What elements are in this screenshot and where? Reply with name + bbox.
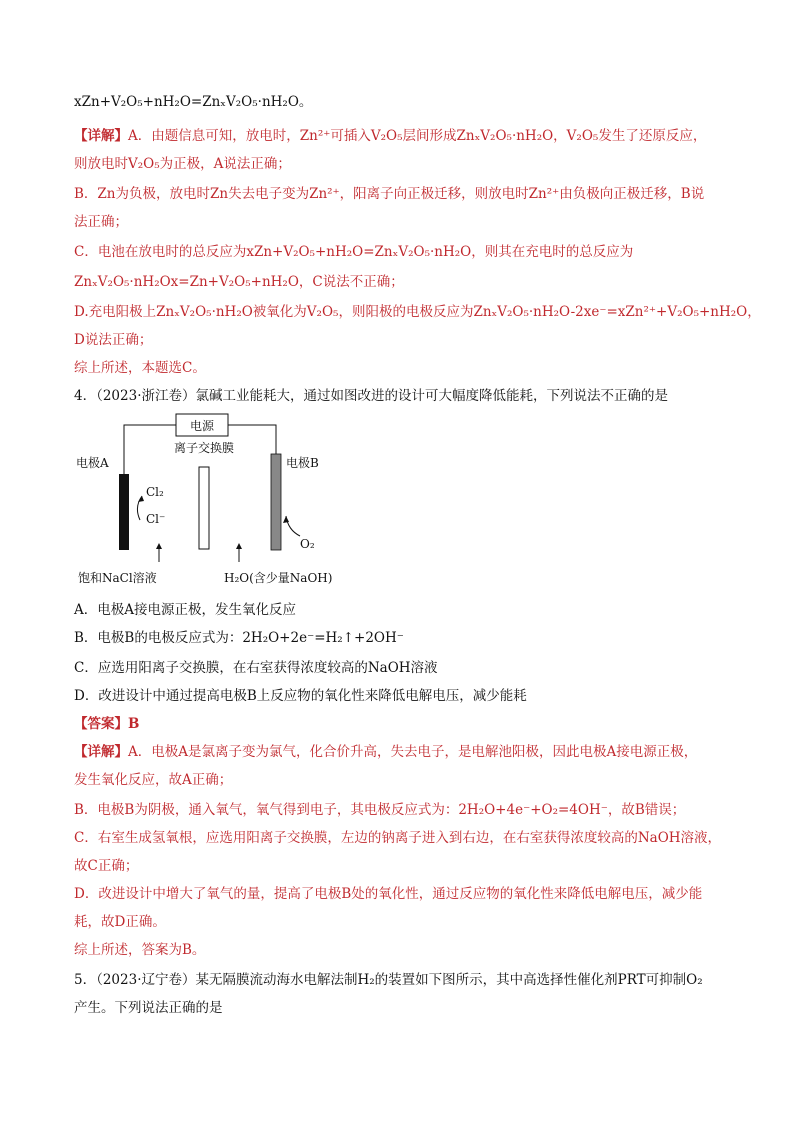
explanation-c-line-1: C．电池在放电时的总反应为xZn+V₂O₅+nH₂O=ZnₓV₂O₅·nH₂O，则其在充电时的总反应为: [74, 244, 634, 260]
option-d: D．改进设计中通过提高电极B上反应物的氧化性来降低电解电压，减少能耗: [74, 688, 527, 704]
explanation-b-line-2: 法正确；: [74, 214, 128, 230]
q4-explanation-d-line-1: D．改进设计中增大了氧气的量，提高了电极B处的氧化性，通过反应物的氧化性来降低电解电压，减少能: [74, 886, 703, 902]
left-solution-label: 饱和NaCl溶液: [78, 571, 157, 585]
electrode-a-label: 电极A: [76, 456, 109, 470]
option-c: C．应选用阳离子交换膜，在右室获得浓度较高的NaOH溶液: [74, 660, 438, 676]
q4-explanation-b: B．电极B为阴极，通入氧气，氧气得到电子，其电极反应式为：2H₂O+4e⁻+O₂=4OH⁻，故B错误；: [74, 802, 686, 818]
question-5-stem-line-2: 产生。下列说法正确的是: [74, 1000, 223, 1016]
option-b: B．电极B的电极反应式为：2H₂O+2e⁻=H₂↑+2OH⁻: [74, 630, 404, 646]
q4-explanation-c-line-2: 故C正确；: [74, 858, 139, 874]
q4-explanation-a-line-1: 【详解】A．电极A是氯离子变为氯气，化合价升高，失去电子，是电解池阳极，因此电极A接电源正极，: [74, 744, 698, 760]
explanation-b-line-1: B．Zn为负极，放电时Zn失去电子变为Zn²⁺，阳离子向正极迁移，则放电时Zn²⁺由负极向正极迁移，B说: [74, 186, 705, 202]
question-4-stem: 4．（2023·浙江卷）氯碱工业能耗大，通过如图改进的设计可大幅度降低能耗，下列说法不正确的是: [74, 388, 668, 404]
right-solution-arrow-head: [236, 543, 242, 549]
explanation-tag: 【详解】: [74, 128, 128, 144]
o2-arrow-head: [283, 516, 289, 523]
explanation-a-line-1: 【详解】A．由题信息可知，放电时，Zn²⁺可插入V₂O₅层间形成ZnₓV₂O₅·nH₂O，V₂O₅发生了还原反应，: [74, 128, 707, 144]
left-solution-arrow-head: [156, 543, 162, 549]
explanation-d-line-1: D.充电阳极上ZnₓV₂O₅·nH₂O被氧化为V₂O₅，则阳极的电极反应为ZnₓV₂O₅·nH₂O-2xe⁻=xZn²⁺+V₂O₅+nH₂O，: [74, 304, 761, 320]
question-5-stem-line-1: 5．（2023·辽宁卷）某无隔膜流动海水电解法制H₂的装置如下图所示，其中高选择性催化剂PRT可抑制O₂: [74, 972, 703, 988]
membrane-label: 离子交换膜: [173, 441, 235, 455]
explanation-d-line-2: D说法正确；: [74, 332, 153, 348]
o2-arrow: [286, 516, 300, 536]
explanation-c-line-2: ZnₓV₂O₅·nH₂Ox=Zn+V₂O₅+nH₂O，C说法不正确；: [74, 274, 404, 290]
o2-label: O₂: [300, 537, 315, 551]
electrode-b: [271, 454, 281, 550]
explanation-a-line-2: 则放电时V₂O₅为正极，A说法正确；: [74, 156, 291, 172]
cl-minus-label: Cl⁻: [146, 512, 166, 526]
wire-right: [228, 425, 276, 454]
summary-line: 综上所述，本题选C。: [74, 360, 206, 376]
q4-explanation-d-line-2: 耗，故D正确。: [74, 914, 166, 930]
q4-summary-line: 综上所述，答案为B。: [74, 942, 206, 958]
answer-line: 【答案】B: [74, 716, 140, 732]
text-line-1: xZn+V₂O₅+nH₂O=ZnₓV₂O₅·nH₂O。: [74, 94, 313, 110]
option-a: A．电极A接电源正极，发生氧化反应: [74, 602, 296, 618]
cl2-label: Cl₂: [146, 485, 164, 499]
wire-left: [124, 425, 176, 476]
right-solution-label: H₂O(含少量NaOH): [224, 571, 333, 585]
ion-exchange-membrane: [199, 467, 209, 549]
power-label: 电源: [189, 419, 215, 433]
q4-explanation-a-line-2: 发生氧化反应，故A正确；: [74, 772, 233, 788]
electrolysis-diagram: [74, 412, 354, 592]
electrode-b-label: 电极B: [286, 456, 319, 470]
q4-explanation-c-line-1: C．右室生成氢氧根，应选用阳离子交换膜，左边的钠离子进入到右边，在右室获得浓度较高的NaOH溶液，: [74, 830, 722, 846]
electrode-a: [119, 474, 129, 550]
explanation-tag: 【详解】: [74, 744, 128, 760]
